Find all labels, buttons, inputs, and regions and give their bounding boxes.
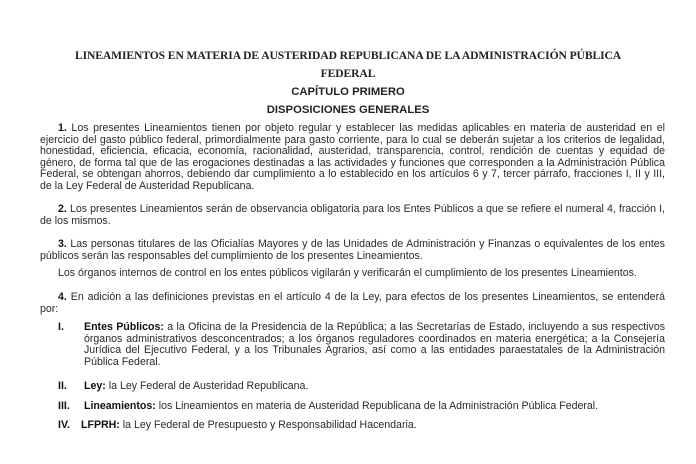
paragraph-text: Las personas titulares de las Oficialías Mayores y de las Unidades de Administración y Finanzas o equivalentes de los entes públicos serán las responsables del cumplimiento de los presentes Lineamientos. — [40, 238, 665, 262]
paragraph-number: 4. — [58, 291, 67, 303]
definition-text: a la Oficina de la Presidencia de la República; a las Secretarías de Estado, incluyendo a sus respectivos órganos administrativos desconcentrados; a los órganos reguladores coordinados en materia energética; a la Consejería Jurídica del Ejecutivo Federal, y a los Tribunales Agrarios, así como a las entidades paraestatales de la Administración Pública Federal. — [84, 321, 666, 368]
definition-term: Ley: — [84, 380, 106, 392]
definition-item — [58, 322, 665, 368]
paragraph-text: En adición a las definiciones previstas en el artículo 4 de la Ley, para efectos de los presentes Lineamientos, se entenderá por: — [40, 291, 665, 315]
definition-text: los Lineamientos en materia de Austeridad Republicana de la Administración Pública Federal. — [158, 400, 599, 412]
definition-text: la Ley Federal de Presupuesto y Responsabilidad Hacendaria. — [122, 419, 417, 431]
paragraph-text: Los presentes Lineamientos tienen por objeto regular y establecer las medidas aplicables en materia de austeridad en el ejercicio del gasto público federal, primordialmente para gasto corriente, para lo cual se deberán sujetar a los criterios de legalidad, honestidad, eficiencia, eficacia, economía, racionalidad, austeridad, transparencia, control, rendición de cuentas y equidad de género, de forma tal que de las erogaciones destinadas a las actividades y funciones que corresponden a la Administración Pública Federal, se obtengan ahorros, debiendo dar cumplimiento a lo establecido en los artículos 6 y 7, tercer párrafo, fracciones I, II y III, de la Ley Federal de Austeridad Republicana. — [40, 122, 665, 192]
paragraph-number: 3. — [58, 238, 67, 250]
paragraph-text: Los presentes Lineamientos serán de observancia obligatoria para los Entes Públicos a que se refiere el numeral 4, fracción I, de los mismos. — [40, 203, 665, 227]
paragraph-text: Los órganos internos de control en los entes públicos vigilarán y verificarán el cumplimiento de los presentes Lineamientos. — [58, 267, 637, 279]
definition-item — [58, 381, 665, 393]
paragraph-2 — [40, 204, 665, 227]
document-title-line-1: LINEAMIENTOS EN MATERIA DE AUSTERIDAD REPUBLICANA DE LA ADMINISTRACIÓN PÚBLICA — [74, 49, 622, 62]
definition-item — [58, 401, 665, 413]
definition-item — [58, 420, 665, 432]
definition-numeral: IV. — [58, 419, 70, 431]
paragraph-4 — [40, 292, 665, 315]
definition-numeral: III. — [58, 400, 70, 412]
definition-term: LFPRH: — [81, 419, 120, 431]
definition-text: la Ley Federal de Austeridad Republicana. — [108, 380, 309, 392]
section-heading: DISPOSICIONES GENERALES — [266, 104, 430, 116]
document-title-line-2: FEDERAL — [320, 67, 376, 80]
paragraph-3-continuation — [40, 268, 665, 280]
definition-numeral: II. — [58, 380, 67, 392]
chapter-heading: CAPÍTULO PRIMERO — [291, 86, 405, 98]
definition-term: Lineamientos: — [84, 400, 156, 412]
paragraph-1 — [40, 123, 665, 193]
definition-term: Entes Públicos: — [84, 321, 164, 333]
paragraph-3 — [40, 239, 665, 262]
definition-numeral: I. — [58, 321, 64, 333]
paragraph-number: 2. — [58, 203, 67, 215]
paragraph-number: 1. — [58, 122, 67, 134]
